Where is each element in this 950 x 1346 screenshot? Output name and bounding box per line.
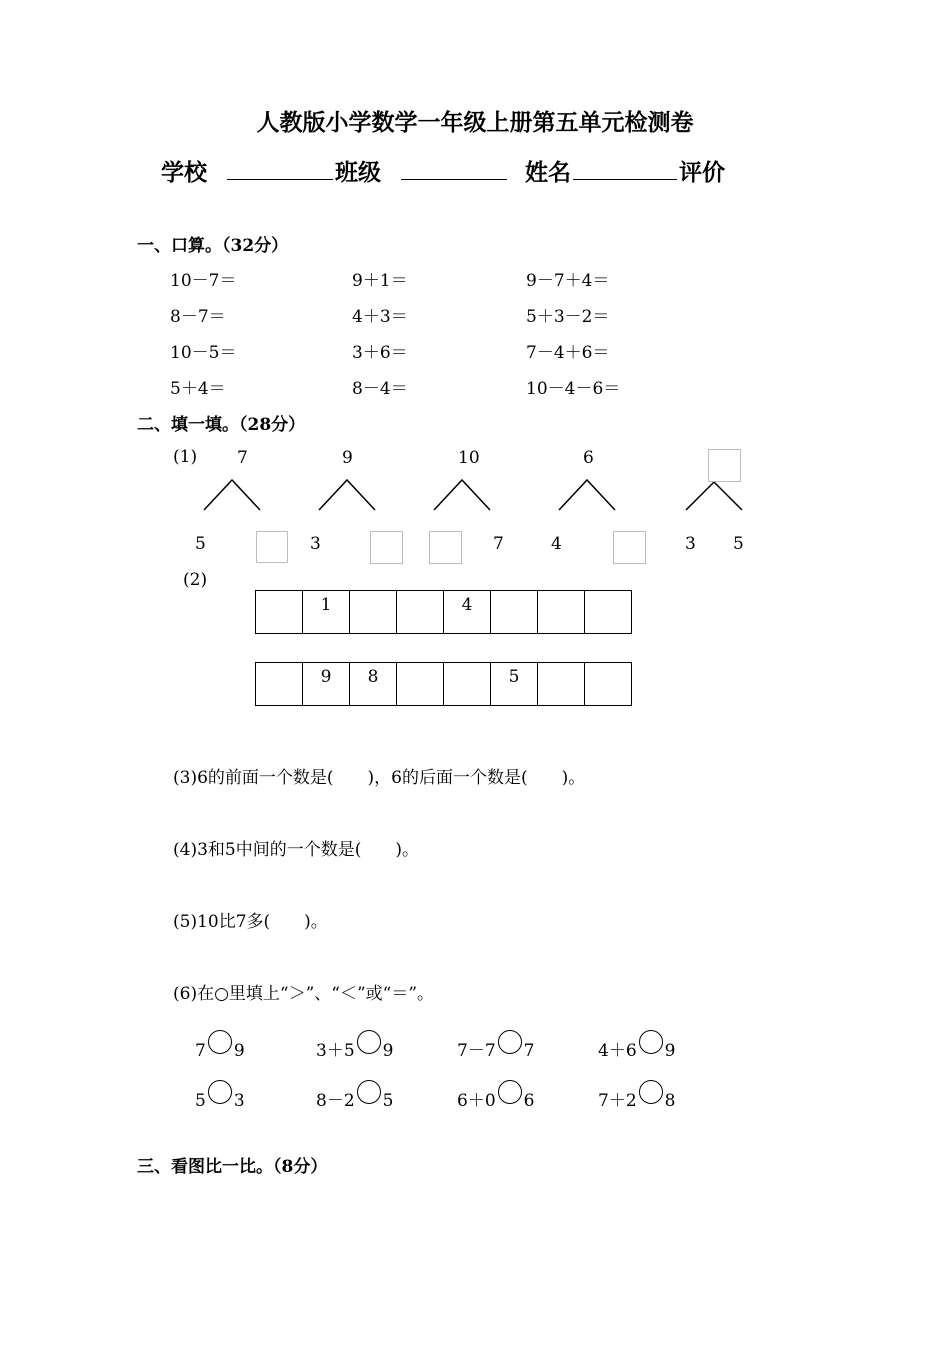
calc-item: 10－7＝ <box>170 271 237 291</box>
sequence-cell: 1 <box>303 591 350 634</box>
tree-branch-3 <box>434 480 490 510</box>
compare-right: 7 <box>523 1041 535 1061</box>
q2-label: (2) <box>183 570 208 590</box>
class-blank[interactable] <box>401 178 507 180</box>
sequence-cell: 8 <box>350 663 397 706</box>
sequence-cell[interactable] <box>397 591 444 634</box>
compare-item <box>457 1034 534 1061</box>
compare-item <box>598 1034 675 1061</box>
compare-item <box>598 1084 675 1111</box>
tree-answer-box[interactable] <box>370 531 403 564</box>
section2-heading: 二、填一填。（28分） <box>137 415 306 435</box>
sequence-cell[interactable] <box>444 663 491 706</box>
compare-left: 3＋5 <box>316 1041 355 1061</box>
compare-right: 9 <box>382 1041 394 1061</box>
calc-item: 7－4＋6＝ <box>526 343 610 363</box>
name-blank[interactable] <box>573 178 677 180</box>
class-label: 班级 <box>335 159 382 186</box>
school-label: 学校 <box>161 159 207 186</box>
compare-right: 8 <box>664 1091 676 1111</box>
name-label: 姓名 <box>525 159 572 186</box>
question-4: (4)3和5中间的一个数是( )。 <box>173 840 419 860</box>
compare-left: 7 <box>195 1041 206 1061</box>
tree-top-number: 6 <box>583 448 594 468</box>
tree-branch-5 <box>686 482 742 510</box>
tree-top-number: 9 <box>342 448 353 468</box>
tree-left-number: 5 <box>195 534 206 554</box>
calc-item: 5＋4＝ <box>170 379 226 399</box>
number-sequence-row-2 <box>255 662 632 706</box>
number-sequence-row-1 <box>255 590 632 634</box>
school-blank[interactable] <box>227 178 333 180</box>
tree-left-number: 3 <box>685 534 696 554</box>
calc-item: 10－4－6＝ <box>526 379 621 399</box>
compare-item <box>457 1084 534 1111</box>
compare-circle[interactable] <box>208 1080 232 1104</box>
compare-left: 6＋0 <box>457 1091 496 1111</box>
compare-right: 5 <box>382 1091 394 1111</box>
tree-answer-box[interactable] <box>256 531 288 563</box>
sequence-cell[interactable] <box>350 591 397 634</box>
compare-item <box>195 1034 245 1061</box>
compare-item <box>316 1084 393 1111</box>
tree-top-number: 7 <box>237 448 248 468</box>
compare-right: 6 <box>523 1091 535 1111</box>
tree-right-number: 7 <box>493 534 504 554</box>
tree-left-number: 3 <box>310 534 321 554</box>
tree-answer-box[interactable] <box>613 531 646 564</box>
compare-item <box>195 1084 245 1111</box>
compare-circle[interactable] <box>208 1030 232 1054</box>
sequence-cell[interactable] <box>491 591 538 634</box>
sequence-cell[interactable] <box>585 663 632 706</box>
calc-item: 4＋3＝ <box>352 307 408 327</box>
calc-item: 3＋6＝ <box>352 343 408 363</box>
section1-heading: 一、口算。（32分） <box>137 236 289 256</box>
compare-circle[interactable] <box>498 1030 522 1054</box>
sequence-cell: 4 <box>444 591 491 634</box>
compare-left: 7＋2 <box>598 1091 637 1111</box>
compare-left: 4＋6 <box>598 1041 637 1061</box>
compare-circle[interactable] <box>498 1080 522 1104</box>
compare-circle[interactable] <box>357 1080 381 1104</box>
calc-item: 8－7＝ <box>170 307 226 327</box>
sequence-cell[interactable] <box>538 663 585 706</box>
compare-left: 5 <box>195 1091 206 1111</box>
q1-label: (1) <box>173 447 198 467</box>
compare-circle[interactable] <box>357 1030 381 1054</box>
tree-answer-box-top[interactable] <box>708 449 741 482</box>
sequence-cell[interactable] <box>397 663 444 706</box>
sequence-cell[interactable] <box>538 591 585 634</box>
compare-right: 9 <box>664 1041 676 1061</box>
page-title: 人教版小学数学一年级上册第五单元检测卷 <box>256 109 694 136</box>
sequence-cell[interactable] <box>256 663 303 706</box>
calc-item: 8－4＝ <box>352 379 408 399</box>
calc-item: 9＋1＝ <box>352 271 408 291</box>
sequence-cell[interactable] <box>585 591 632 634</box>
tree-answer-box[interactable] <box>429 531 462 564</box>
question-5: (5)10比7多( )。 <box>173 912 328 932</box>
student-info-line <box>161 154 725 187</box>
compare-left: 7－7 <box>457 1041 496 1061</box>
rating-label: 评价 <box>679 159 726 186</box>
question-3: (3)6的前面一个数是( )，6的后面一个数是( )。 <box>173 768 586 788</box>
compare-right: 9 <box>233 1041 245 1061</box>
sequence-cell: 5 <box>491 663 538 706</box>
sequence-cell: 9 <box>303 663 350 706</box>
compare-item <box>316 1034 393 1061</box>
compare-right: 3 <box>233 1091 245 1111</box>
question-6: (6)在○里填上“＞”、“＜”或“＝”。 <box>173 984 435 1004</box>
tree-branch-4 <box>559 480 615 510</box>
tree-branch-1 <box>204 480 260 510</box>
sequence-cell[interactable] <box>256 591 303 634</box>
section3-heading: 三、看图比一比。（8分） <box>137 1157 328 1177</box>
calc-item: 9－7＋4＝ <box>526 271 610 291</box>
tree-left-number: 4 <box>551 534 562 554</box>
calc-item: 10－5＝ <box>170 343 237 363</box>
tree-branch-2 <box>319 480 375 510</box>
compare-left: 8－2 <box>316 1091 355 1111</box>
tree-top-number: 10 <box>458 448 480 468</box>
compare-circle[interactable] <box>639 1080 663 1104</box>
compare-circle[interactable] <box>639 1030 663 1054</box>
calc-item: 5＋3－2＝ <box>526 307 610 327</box>
tree-right-number: 5 <box>733 534 744 554</box>
